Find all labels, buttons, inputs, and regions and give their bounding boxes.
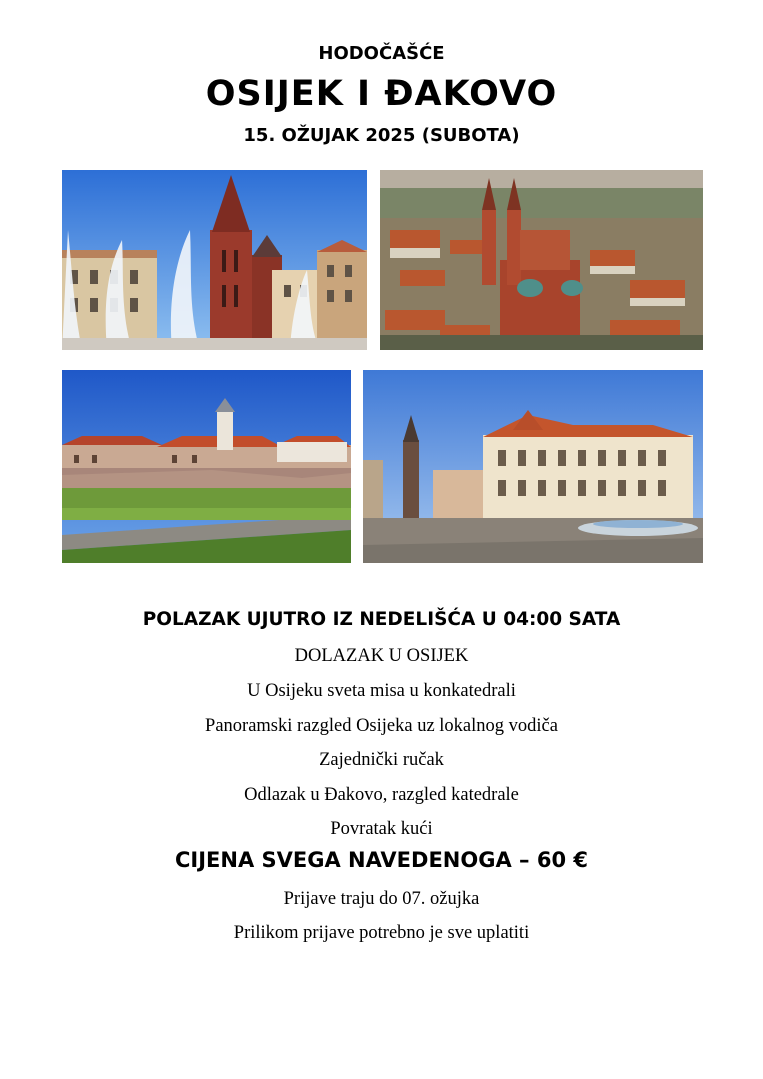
dakovo-aerial-cathedral-photo (380, 170, 703, 350)
page-title: OSIJEK I ĐAKOVO (205, 74, 558, 114)
price-info: CIJENA SVEGA NAVEDENOGA – 60 € (174, 848, 588, 872)
osijek-fortress-photo (62, 370, 351, 563)
itinerary-step-tour: Panoramski razgled Osijeka uz lokalnog vodiča (205, 716, 558, 736)
itinerary-step-arrival: DOLAZAK U OSIJEK (294, 646, 469, 666)
departure-info: POLAZAK UJUTRO IZ NEDELIŠĆA U 04:00 SATA (142, 609, 621, 630)
pretitle: HODOČAŠĆE (318, 43, 445, 64)
registration-deadline: Prijave traju do 07. ožujka (283, 889, 480, 909)
osijek-town-hall-square-photo (363, 370, 703, 563)
osijek-square-fountains-photo (62, 170, 367, 350)
itinerary-step-return: Povratak kući (330, 819, 433, 839)
itinerary-step-lunch: Zajednički ručak (319, 750, 444, 770)
payment-note: Prilikom prijave potrebno je sve uplatiti (233, 923, 530, 943)
itinerary-step-mass: U Osijeku sveta misa u konkatedrali (247, 681, 516, 701)
itinerary-step-dakovo: Odlazak u Đakovo, razgled katedrale (244, 785, 519, 805)
event-date: 15. OŽUJAK 2025 (SUBOTA) (243, 125, 520, 146)
